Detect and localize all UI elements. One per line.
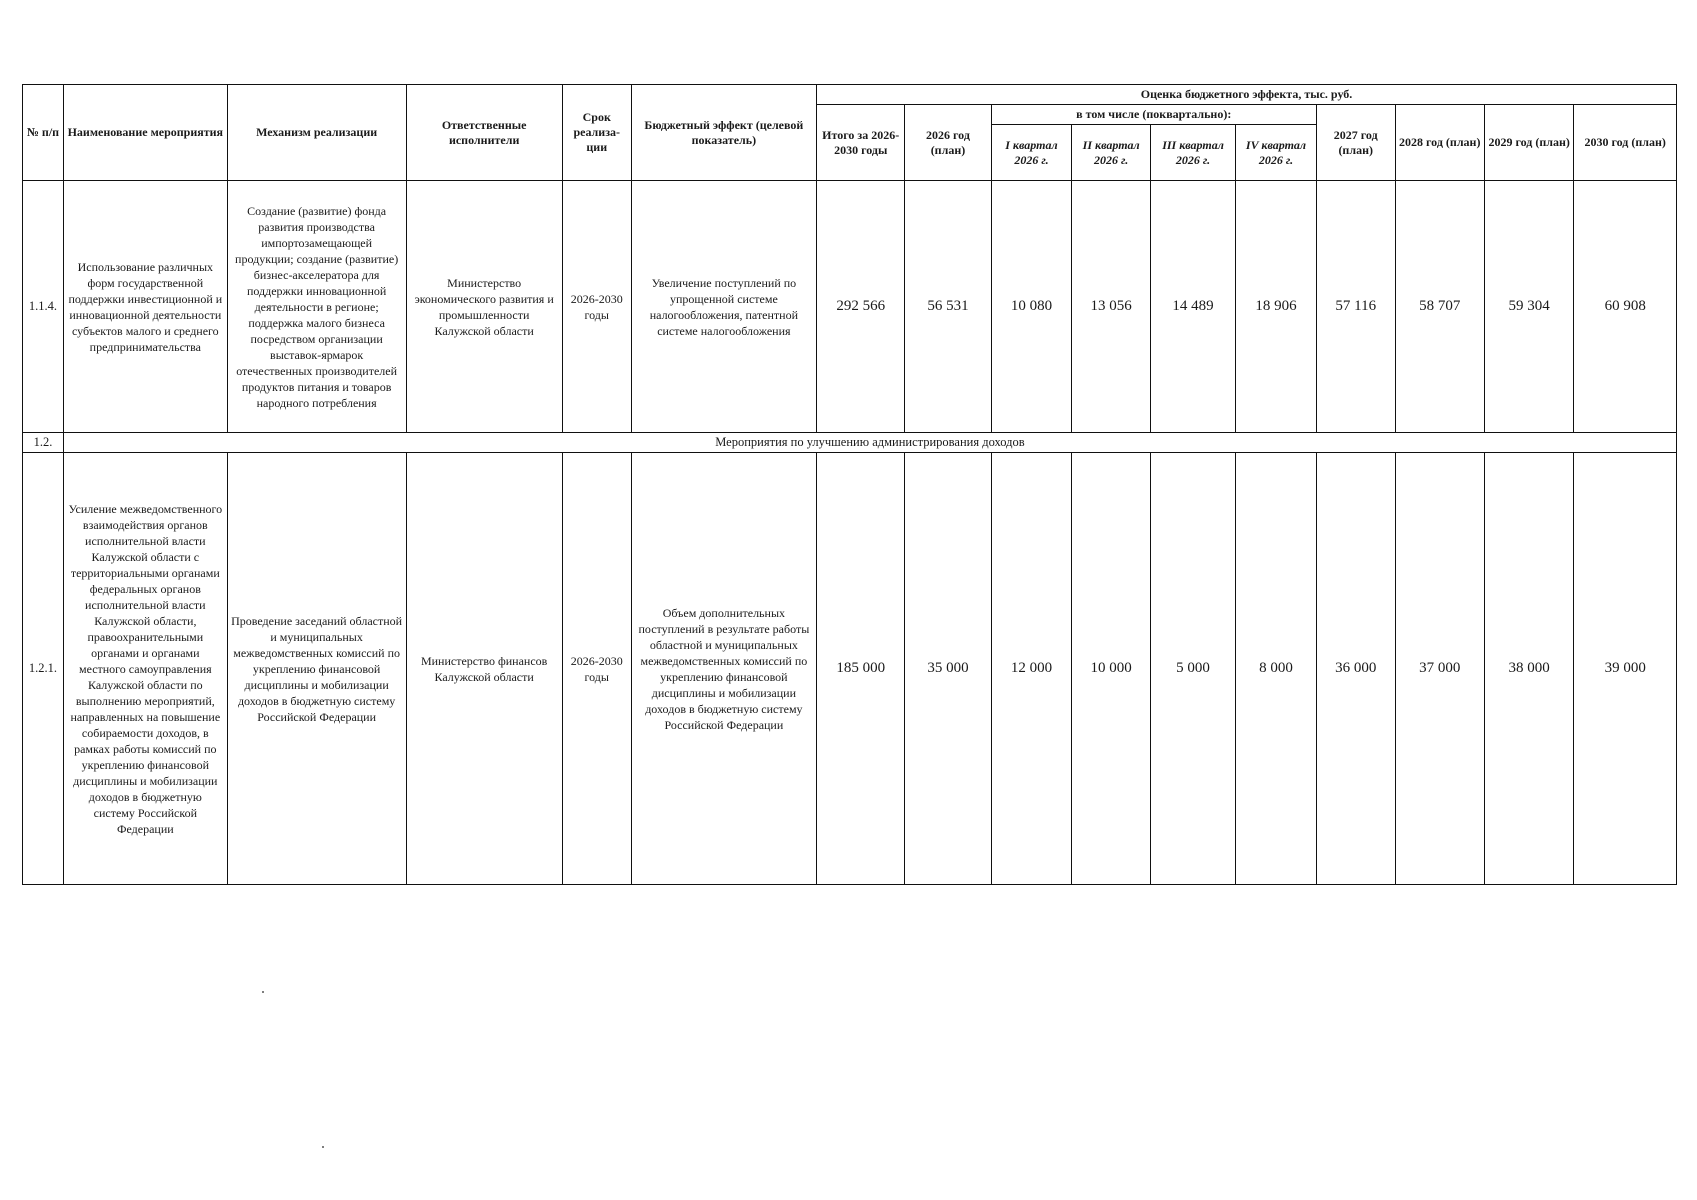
row-q4: 18 906 xyxy=(1236,181,1317,433)
header-effect: Бюджетный эффект (целевой показатель) xyxy=(631,85,816,181)
row-q2: 13 056 xyxy=(1072,181,1151,433)
row-q3: 5 000 xyxy=(1151,453,1236,885)
row-name: Усиление межведомственного взаимодействия органов исполнительной власти Калужской области с территориальными органами федеральных органов исполнительной власти Калужской области, правоохранительными органами и органами местного самоуправления Калужской области по выполнению мероприятий, направленных на повышение собираемости доходов, в рамках работы комиссий по укреплению финансовой дисциплины и мобилизации доходов в бюджетную систему Российской Федерации xyxy=(63,453,227,885)
header-quarterly: в том числе (поквартально): xyxy=(991,105,1316,125)
header-q1: I квартал 2026 г. xyxy=(991,125,1072,181)
row-term: 2026-2030 годы xyxy=(562,453,631,885)
row-2030: 60 908 xyxy=(1574,181,1677,433)
row-mechanism: Проведение заседаний областной и муниципальных межведомственных комиссий по укреплению финансовой дисциплины и мобилизации доходов в бюджетную систему Российской Федерации xyxy=(227,453,406,885)
header-q2: II квартал 2026 г. xyxy=(1072,125,1151,181)
header-total: Итого за 2026-2030 годы xyxy=(817,105,905,181)
row-2028: 58 707 xyxy=(1395,181,1484,433)
section-number: 1.2. xyxy=(23,433,64,453)
row-effect: Объем дополнительных поступлений в результате работы областной и муниципальных межведомственных комиссий по укреплению финансовой дисциплины и мобилизации доходов в бюджетную систему Российской Федерации xyxy=(631,453,816,885)
row-q1: 10 080 xyxy=(991,181,1072,433)
row-number: 1.1.4. xyxy=(23,181,64,433)
table-row xyxy=(23,453,1677,885)
table-row xyxy=(23,181,1677,433)
row-total: 292 566 xyxy=(817,181,905,433)
header-budget-group: Оценка бюджетного эффекта, тыс. руб. xyxy=(817,85,1677,105)
header-2027: 2027 год (план) xyxy=(1316,105,1395,181)
header-name: Наименование мероприятия xyxy=(63,85,227,181)
row-mechanism: Создание (развитие) фонда развития производства импортозамещающей продукции; создание (развитие) бизнес-акселератора для поддержки инновационной деятельности в регионе; поддержка малого бизнеса посредством организации выставок-ярмарок отечественных производителей продуктов питания и товаров народного потребления xyxy=(227,181,406,433)
row-name: Использование различных форм государственной поддержки инвестиционной и инновационной деятельности субъектов малого и среднего предпринимательства xyxy=(63,181,227,433)
row-2027: 36 000 xyxy=(1316,453,1395,885)
row-2030: 39 000 xyxy=(1574,453,1677,885)
budget-effect-table xyxy=(22,84,1677,885)
header-2028: 2028 год (план) xyxy=(1395,105,1484,181)
row-effect: Увеличение поступлений по упрощенной системе налогообложения, патентной системе налогообложения xyxy=(631,181,816,433)
header-q4: IV квартал 2026 г. xyxy=(1236,125,1317,181)
header-no: № п/п xyxy=(23,85,64,181)
row-2026: 35 000 xyxy=(905,453,991,885)
section-title: Мероприятия по улучшению администрирования доходов xyxy=(63,433,1676,453)
row-q2: 10 000 xyxy=(1072,453,1151,885)
row-2029: 38 000 xyxy=(1484,453,1573,885)
row-q1: 12 000 xyxy=(991,453,1072,885)
header-responsible: Ответственные исполнители xyxy=(406,85,562,181)
row-q4: 8 000 xyxy=(1236,453,1317,885)
row-total: 185 000 xyxy=(817,453,905,885)
row-2027: 57 116 xyxy=(1316,181,1395,433)
header-term: Срок реализа-ции xyxy=(562,85,631,181)
row-responsible: Министерство финансов Калужской области xyxy=(406,453,562,885)
row-responsible: Министерство экономического развития и промышленности Калужской области xyxy=(406,181,562,433)
row-2028: 37 000 xyxy=(1395,453,1484,885)
row-2029: 59 304 xyxy=(1484,181,1573,433)
header-mechanism: Механизм реализации xyxy=(227,85,406,181)
header-2030: 2030 год (план) xyxy=(1574,105,1677,181)
table-header xyxy=(23,85,1677,181)
row-2026: 56 531 xyxy=(905,181,991,433)
header-2029: 2029 год (план) xyxy=(1484,105,1573,181)
row-term: 2026-2030 годы xyxy=(562,181,631,433)
scan-speck xyxy=(322,1146,324,1148)
scan-speck xyxy=(262,991,264,993)
header-2026: 2026 год (план) xyxy=(905,105,991,181)
row-number: 1.2.1. xyxy=(23,453,64,885)
section-row xyxy=(23,433,1677,453)
row-q3: 14 489 xyxy=(1151,181,1236,433)
header-q3: III квартал 2026 г. xyxy=(1151,125,1236,181)
